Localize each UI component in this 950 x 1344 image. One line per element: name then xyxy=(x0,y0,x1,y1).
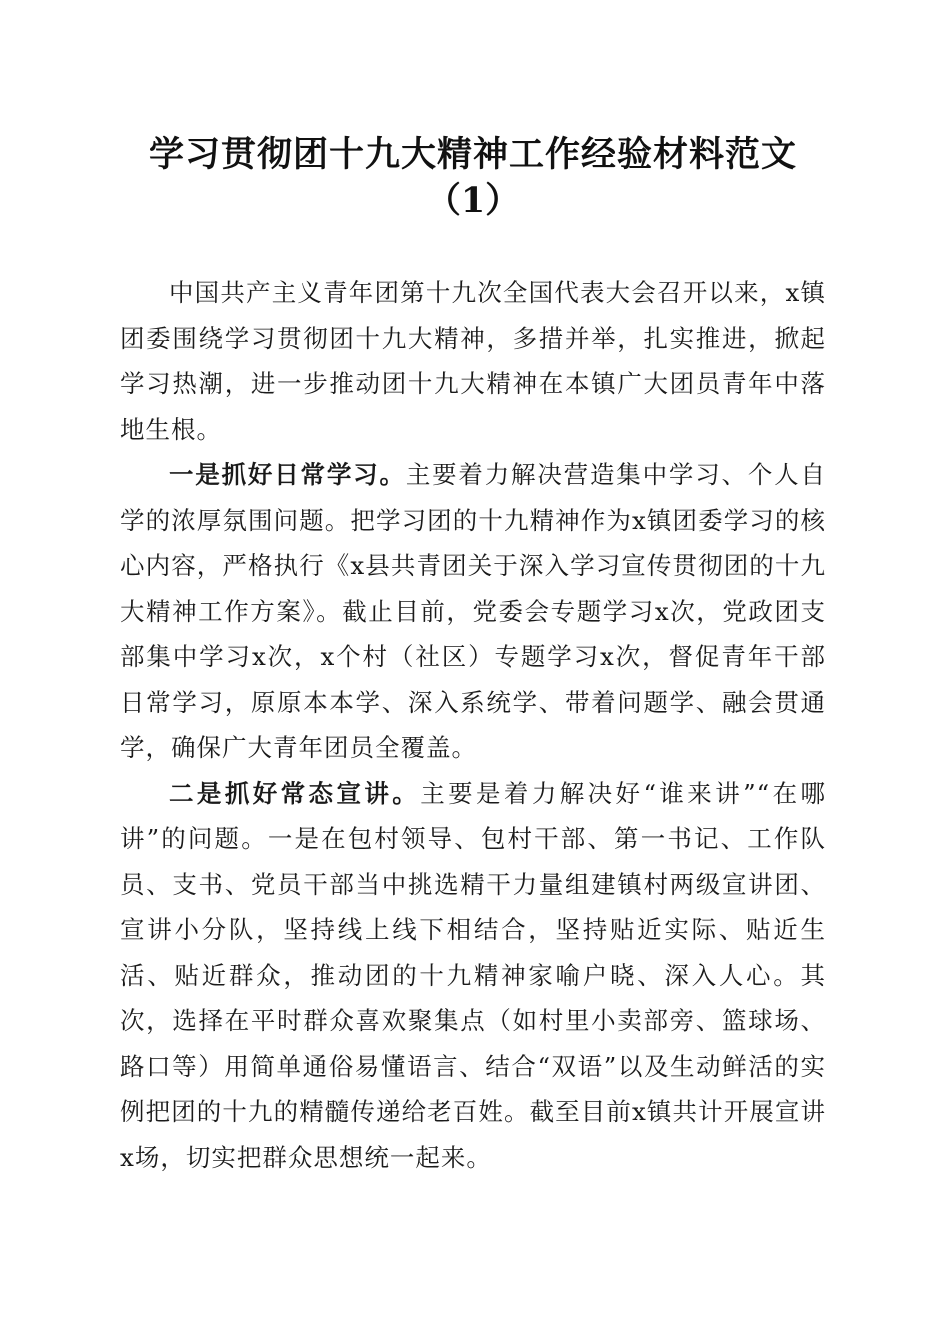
section-lead-2: 二是抓好常态宣讲。 xyxy=(169,778,421,808)
section-paragraph-2 xyxy=(120,771,826,1181)
document-title: 学习贯彻团十九大精神工作经验材料范文 xyxy=(148,134,797,175)
section-body-2: 主要是着力解决好“谁来讲”“在哪讲”的问题。一是在包村领导、包村干部、第一书记、工作队员、支书、党员干部当中挑选精干力量组建镇村两级宣讲团、宣讲小分队，坚持线上线下相结合，坚持贴近实际、贴近生活、贴近群众，推动团的十九精神家喻户晓、深入人心。其次，选择在平时群众喜欢聚集点（如村里小卖部旁、篮球场、路口等）用简单通俗易懂语言、结合“双语”以及生动鲜活的实例把团的十九的精髓传递给老百姓。截至目前x镇共计开展宣讲x场，切实把群众思想统一起来。 xyxy=(120,778,826,1172)
document-subtitle: （1） xyxy=(425,180,521,221)
section-lead-1: 一是抓好日常学习。 xyxy=(169,460,406,489)
document-page xyxy=(120,132,826,1180)
intro-paragraph: 中国共产主义青年团第十九次全国代表大会召开以来，x镇团委围绕学习贯彻团十九大精神，多措并举，扎实推进，掀起学习热潮，进一步推动团十九大精神在本镇广大团员青年中落地生根。 xyxy=(120,278,826,444)
section-paragraph-1 xyxy=(120,452,826,771)
section-body-1: 主要着力解决营造集中学习、个人自学的浓厚氛围问题。把学习团的十九精神作为x镇团委学习的核心内容，严格执行《x县共青团关于深入学习宣传贯彻团的十九大精神工作方案》。截止目前，党委会专题学习x次，党政团支部集中学习x次，x个村（社区）专题学习x次，督促青年干部日常学习，原原本本学、深入系统学、带着问题学、融会贯通学，确保广大青年团员全覆盖。 xyxy=(120,460,826,762)
